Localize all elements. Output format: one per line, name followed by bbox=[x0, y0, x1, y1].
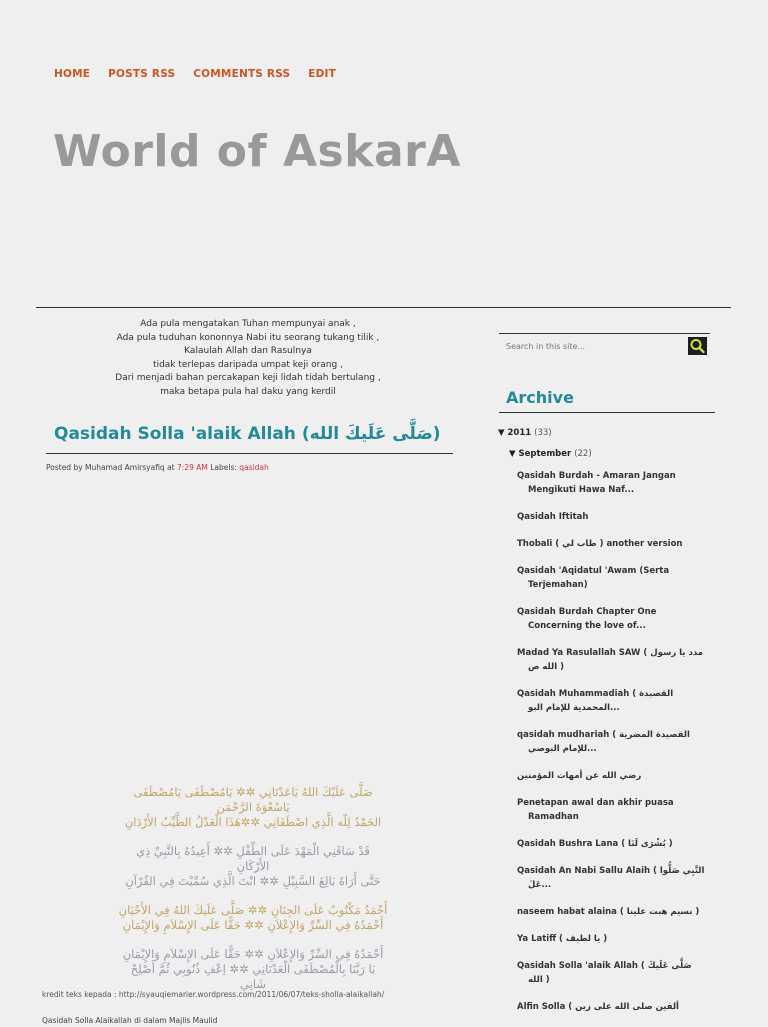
labels-prefix: Labels: bbox=[210, 463, 237, 472]
archive-post-link[interactable]: Qasidah Muhammadiah ( القصيدة المحمدية للإمام البو... bbox=[517, 689, 674, 713]
search-input[interactable] bbox=[499, 336, 693, 356]
top-navigation bbox=[54, 68, 336, 80]
archive-post-link[interactable]: Madad Ya Rasulallah SAW ( مدد يا رسول الله ص ) bbox=[517, 648, 704, 672]
post-title-divider bbox=[46, 453, 453, 454]
header-poem bbox=[98, 318, 398, 399]
archive-post-link[interactable]: Qasidah An Nabi Sallu Alaih ( النَّبِي صَلُّوا عَلَ... bbox=[517, 866, 705, 890]
archive-post-link[interactable]: Ya Latiff ( يا لطيف ) bbox=[517, 934, 608, 944]
poem-line: maka betapa pula hal daku yang kerdil bbox=[160, 386, 336, 397]
search-box bbox=[499, 333, 710, 359]
archive-post-link[interactable]: Thobali ( طاب لي ) another version bbox=[517, 539, 683, 549]
archive-post-link[interactable]: Qasidah Bushra Lana ( بُشْرَى لَنَا ) bbox=[517, 839, 673, 849]
search-button[interactable] bbox=[688, 337, 707, 355]
archive-post-link[interactable]: رضي الله عن أمهات المؤمنين bbox=[517, 771, 642, 781]
poem-line: Kalaulah Allah dan Rasulnya bbox=[184, 346, 312, 356]
arabic-line: أَحْمَدُ مَكْتُوبٌ عَلَى الجِنَانِ ✲✲ صَلَّى عَلَيكَ اللهُ فِي الأَحْيَانِ bbox=[118, 903, 388, 917]
archive-post-link[interactable]: Qasidah Burdah Chapter One Concerning the love of... bbox=[517, 607, 657, 631]
credit-text: kredit teks kepada : http://syauqiemarier.wordpress.com/2011/06/07/teks-sholla-alaikallah/ bbox=[42, 990, 385, 999]
post-time-link[interactable]: 7:29 AM bbox=[177, 463, 208, 472]
arabic-stanza bbox=[118, 844, 388, 889]
search-icon bbox=[688, 337, 707, 355]
arabic-line: حَتَّى أَرَاهُ بَالِغَ السَّبِيْلِ ✲✲ انْتَ الَّذِي سُمِّيْتَ فِي القُرْآنِ bbox=[125, 874, 381, 888]
archive-month-september[interactable] bbox=[509, 449, 592, 459]
arabic-line: الحَمْدُ لِلّه الَّذِي اصْطَفَانِي ✲✲هَذَا الْعَدْلُ الطَّيِّبُ الأَرْدَانِ bbox=[124, 815, 382, 829]
archive-post-link[interactable]: Qasidah Iftitah bbox=[517, 512, 589, 522]
archive-post-link[interactable]: Qasidah 'Aqidatul 'Awam (Serta Terjemahan) bbox=[517, 566, 670, 590]
arabic-line: يَا رَبَّنَا بِالْمُصْطَفَى الْعَدْنَانِي ✲✲ اِعْفِ ذُنُوبِي ثُمَّ أَصْلِحْ شَانِي bbox=[130, 962, 376, 991]
archive-post-link[interactable]: naseem habat alaina ( نسيم هبت علينا ) bbox=[517, 907, 700, 917]
archive-month-label[interactable]: September bbox=[518, 449, 572, 459]
post-footer-text: Qasidah Solla Alaikallah di dalam Majlis Maulid bbox=[42, 1016, 218, 1025]
nav-edit-link[interactable]: EDIT bbox=[308, 68, 337, 80]
poem-line: Ada pula mengatakan Tuhan mempunyai anak , bbox=[140, 319, 356, 329]
poem-line: tidak terlepas daripada umpat keji orang , bbox=[153, 359, 343, 370]
post-meta bbox=[46, 463, 269, 472]
post-title[interactable]: Qasidah Solla 'alaik Allah (صَلَّى عَلَيكَ الله) bbox=[54, 424, 441, 444]
arabic-stanza bbox=[118, 947, 388, 992]
nav-home-link[interactable]: HOME bbox=[54, 68, 91, 80]
archive-heading: Archive bbox=[506, 388, 574, 407]
arabic-line: أَحْمَدُهُ فِي السِّرِّ وَالإِعْلاَنِ ✲✲ حَقًّا عَلَى الإِسْلاَمِ وَالإِيْمَانِ bbox=[122, 947, 384, 961]
arabic-line: صَلَّى عَلَيْكَ اللهُ يَاعَدْنَانِي ✲✲ يَامُصْطَفَى يَامُصْطَفَى يَاسُعْوَةَ الرَّحْمَن bbox=[133, 785, 373, 814]
arabic-qasidah-image bbox=[118, 785, 388, 1006]
archive-post-link[interactable]: Qasidah Burdah - Amaran Jangan Mengikuti Hawa Naf... bbox=[517, 471, 676, 495]
archive-post-link[interactable]: Penetapan awal dan akhir puasa Ramadhan bbox=[517, 798, 674, 822]
triangle-down-icon[interactable]: ▼ bbox=[498, 428, 505, 438]
header-divider bbox=[36, 307, 731, 308]
archive-month-count: (22) bbox=[574, 449, 592, 459]
arabic-line: أَحْمَدُهُ فِي السِّرِّ وَالإِعْلاَنِ ✲✲ حَقًّا عَلَى الإِسْلاَمِ وَالإِيْمَانِ bbox=[122, 918, 384, 932]
poem-line: Ada pula tuduhan kononnya Nabi itu seorang tukang tilik , bbox=[116, 332, 380, 343]
arabic-stanza bbox=[118, 903, 388, 933]
nav-comments-rss-link[interactable]: COMMENTS RSS bbox=[193, 68, 291, 80]
archive-post-list bbox=[517, 469, 707, 1027]
archive-year-2011[interactable] bbox=[498, 428, 552, 438]
nav-posts-rss-link[interactable]: POSTS RSS bbox=[108, 68, 176, 80]
arabic-line: قَدْ سَاقَنِي الْمَهْدَ عَلَى الطِّفْلِ ✲✲ أَعِيدُهُ بِالنَّبِيِّ ذِي الأَرْكَانِ bbox=[136, 844, 370, 873]
posted-by-text: Posted by Muhamad Amirsyafiq at bbox=[46, 463, 175, 472]
arabic-stanza bbox=[118, 785, 388, 830]
site-title[interactable]: World of AskarA bbox=[53, 126, 461, 177]
poem-line: Dari menjadi bahan percakapan keji lidah tidah bertulang , bbox=[115, 373, 381, 383]
archive-post-link[interactable]: Qasidah Solla 'alaik Allah ( صَلَّى عَلَيكَ الله ) bbox=[517, 961, 692, 985]
archive-year-label[interactable]: 2011 bbox=[507, 428, 532, 438]
archive-post-link[interactable]: Alfin Solla ( ألفين صلى الله على زين bbox=[517, 1002, 679, 1012]
archive-year-count: (33) bbox=[534, 428, 552, 438]
archive-post-link[interactable]: qasidah mudhariah ( القصيدة المضرية للإمام البوصي... bbox=[517, 730, 690, 754]
label-link-qasidah[interactable]: qasidah bbox=[239, 463, 269, 472]
archive-divider bbox=[499, 412, 715, 413]
triangle-down-icon[interactable]: ▼ bbox=[509, 449, 516, 459]
